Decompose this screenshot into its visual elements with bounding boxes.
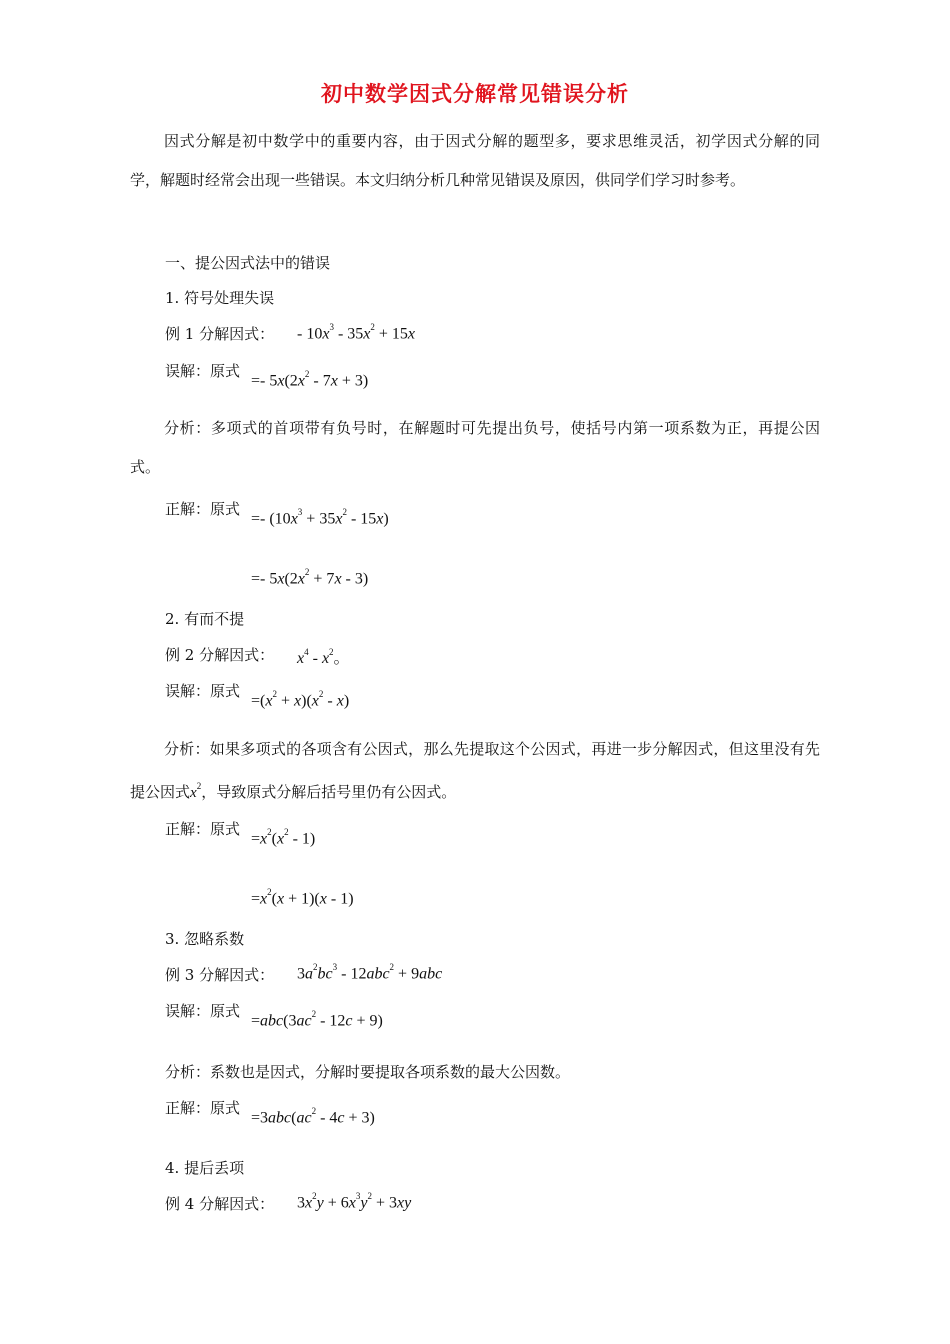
wrong-solution-label: 误解：原式 xyxy=(165,682,241,700)
wrong-solution-expression: $=abc(3ac^2 - 12c + 9)$ xyxy=(251,1009,383,1030)
analysis-text: 分析：如果多项式的各项含有公因式，那么先提取这个公因式，再进一步分解因式，但这里没有先提公因式 xyxy=(130,740,820,801)
correct-solution-label: 正解：原式 xyxy=(165,500,241,518)
correct-solution-step: =- $5x(2x^2 + 7x - 3)$ xyxy=(251,567,369,588)
analysis-paragraph: 分析：系数也是因式，分解时要提取各项系数的最大公因数。 xyxy=(165,1063,571,1081)
example-expression: $3x^2y + 6x^3y^2 + 3xy$ xyxy=(297,1191,412,1212)
page-title: 初中数学因式分解常见错误分析 xyxy=(321,81,629,106)
subsection-heading: 4. 提后丢项 xyxy=(165,1159,245,1177)
example-expression: $3a^2bc^3 - 12abc^2 + 9abc$ xyxy=(297,962,443,983)
example-label: 例 4 分解因式： xyxy=(165,1195,275,1213)
analysis-paragraph: 分析：多项式的首项带有负号时，在解题时可先提出负号，使括号内第一项系数为正，再提公因式。 xyxy=(130,419,820,476)
correct-solution-step: $=x^2(x + 1)(x - 1)$ xyxy=(251,887,354,908)
correct-solution-label: 正解：原式 xyxy=(165,1099,241,1117)
wrong-solution-expression: $=(x^2 + x)(x^2 - x)$ xyxy=(251,689,350,710)
example-label: 例 2 分解因式： xyxy=(165,646,275,664)
correct-solution-expression: $=3abc(ac^2 - 4c + 3)$ xyxy=(251,1106,375,1127)
subsection-heading: 2. 有而不提 xyxy=(165,610,245,628)
example-label: 例 3 分解因式： xyxy=(165,966,275,984)
example-expression: $x^4 - x^2$。 xyxy=(297,646,350,667)
correct-solution-step: $=x^2(x^2 - 1)$ xyxy=(251,827,316,848)
section-heading: 一、提公因式法中的错误 xyxy=(165,254,331,272)
analysis-paragraph xyxy=(130,730,820,813)
wrong-solution-label: 误解：原式 xyxy=(165,362,241,380)
example-label: 例 1 分解因式： xyxy=(165,325,275,343)
correct-solution-step: =- $(10x^3 + 35x^2 - 15x)$ xyxy=(251,507,389,528)
subsection-heading: 3. 忽略系数 xyxy=(165,930,245,948)
example-end-punct: 。 xyxy=(333,650,350,667)
wrong-solution-expression: =- $5x(2x^2 - 7x + 3)$ xyxy=(251,369,369,390)
correct-solution-label: 正解：原式 xyxy=(165,820,241,838)
subsection-heading: 1. 符号处理失误 xyxy=(165,289,275,307)
example-expression: - $10x^3 - 35x^2 + 15x$ xyxy=(297,322,416,343)
intro-paragraph: 因式分解是初中数学中的重要内容，由于因式分解的题型多，要求思维灵活，初学因式分解的同学，解题时经常会出现一些错误。本文归纳分析几种常见错误及原因，供同学们学习时参考。 xyxy=(130,132,820,189)
analysis-text: ，导致原式分解后括号里仍有公因式。 xyxy=(201,783,457,801)
inline-expression: $x^2$ xyxy=(190,781,202,801)
wrong-solution-label: 误解：原式 xyxy=(165,1002,241,1020)
